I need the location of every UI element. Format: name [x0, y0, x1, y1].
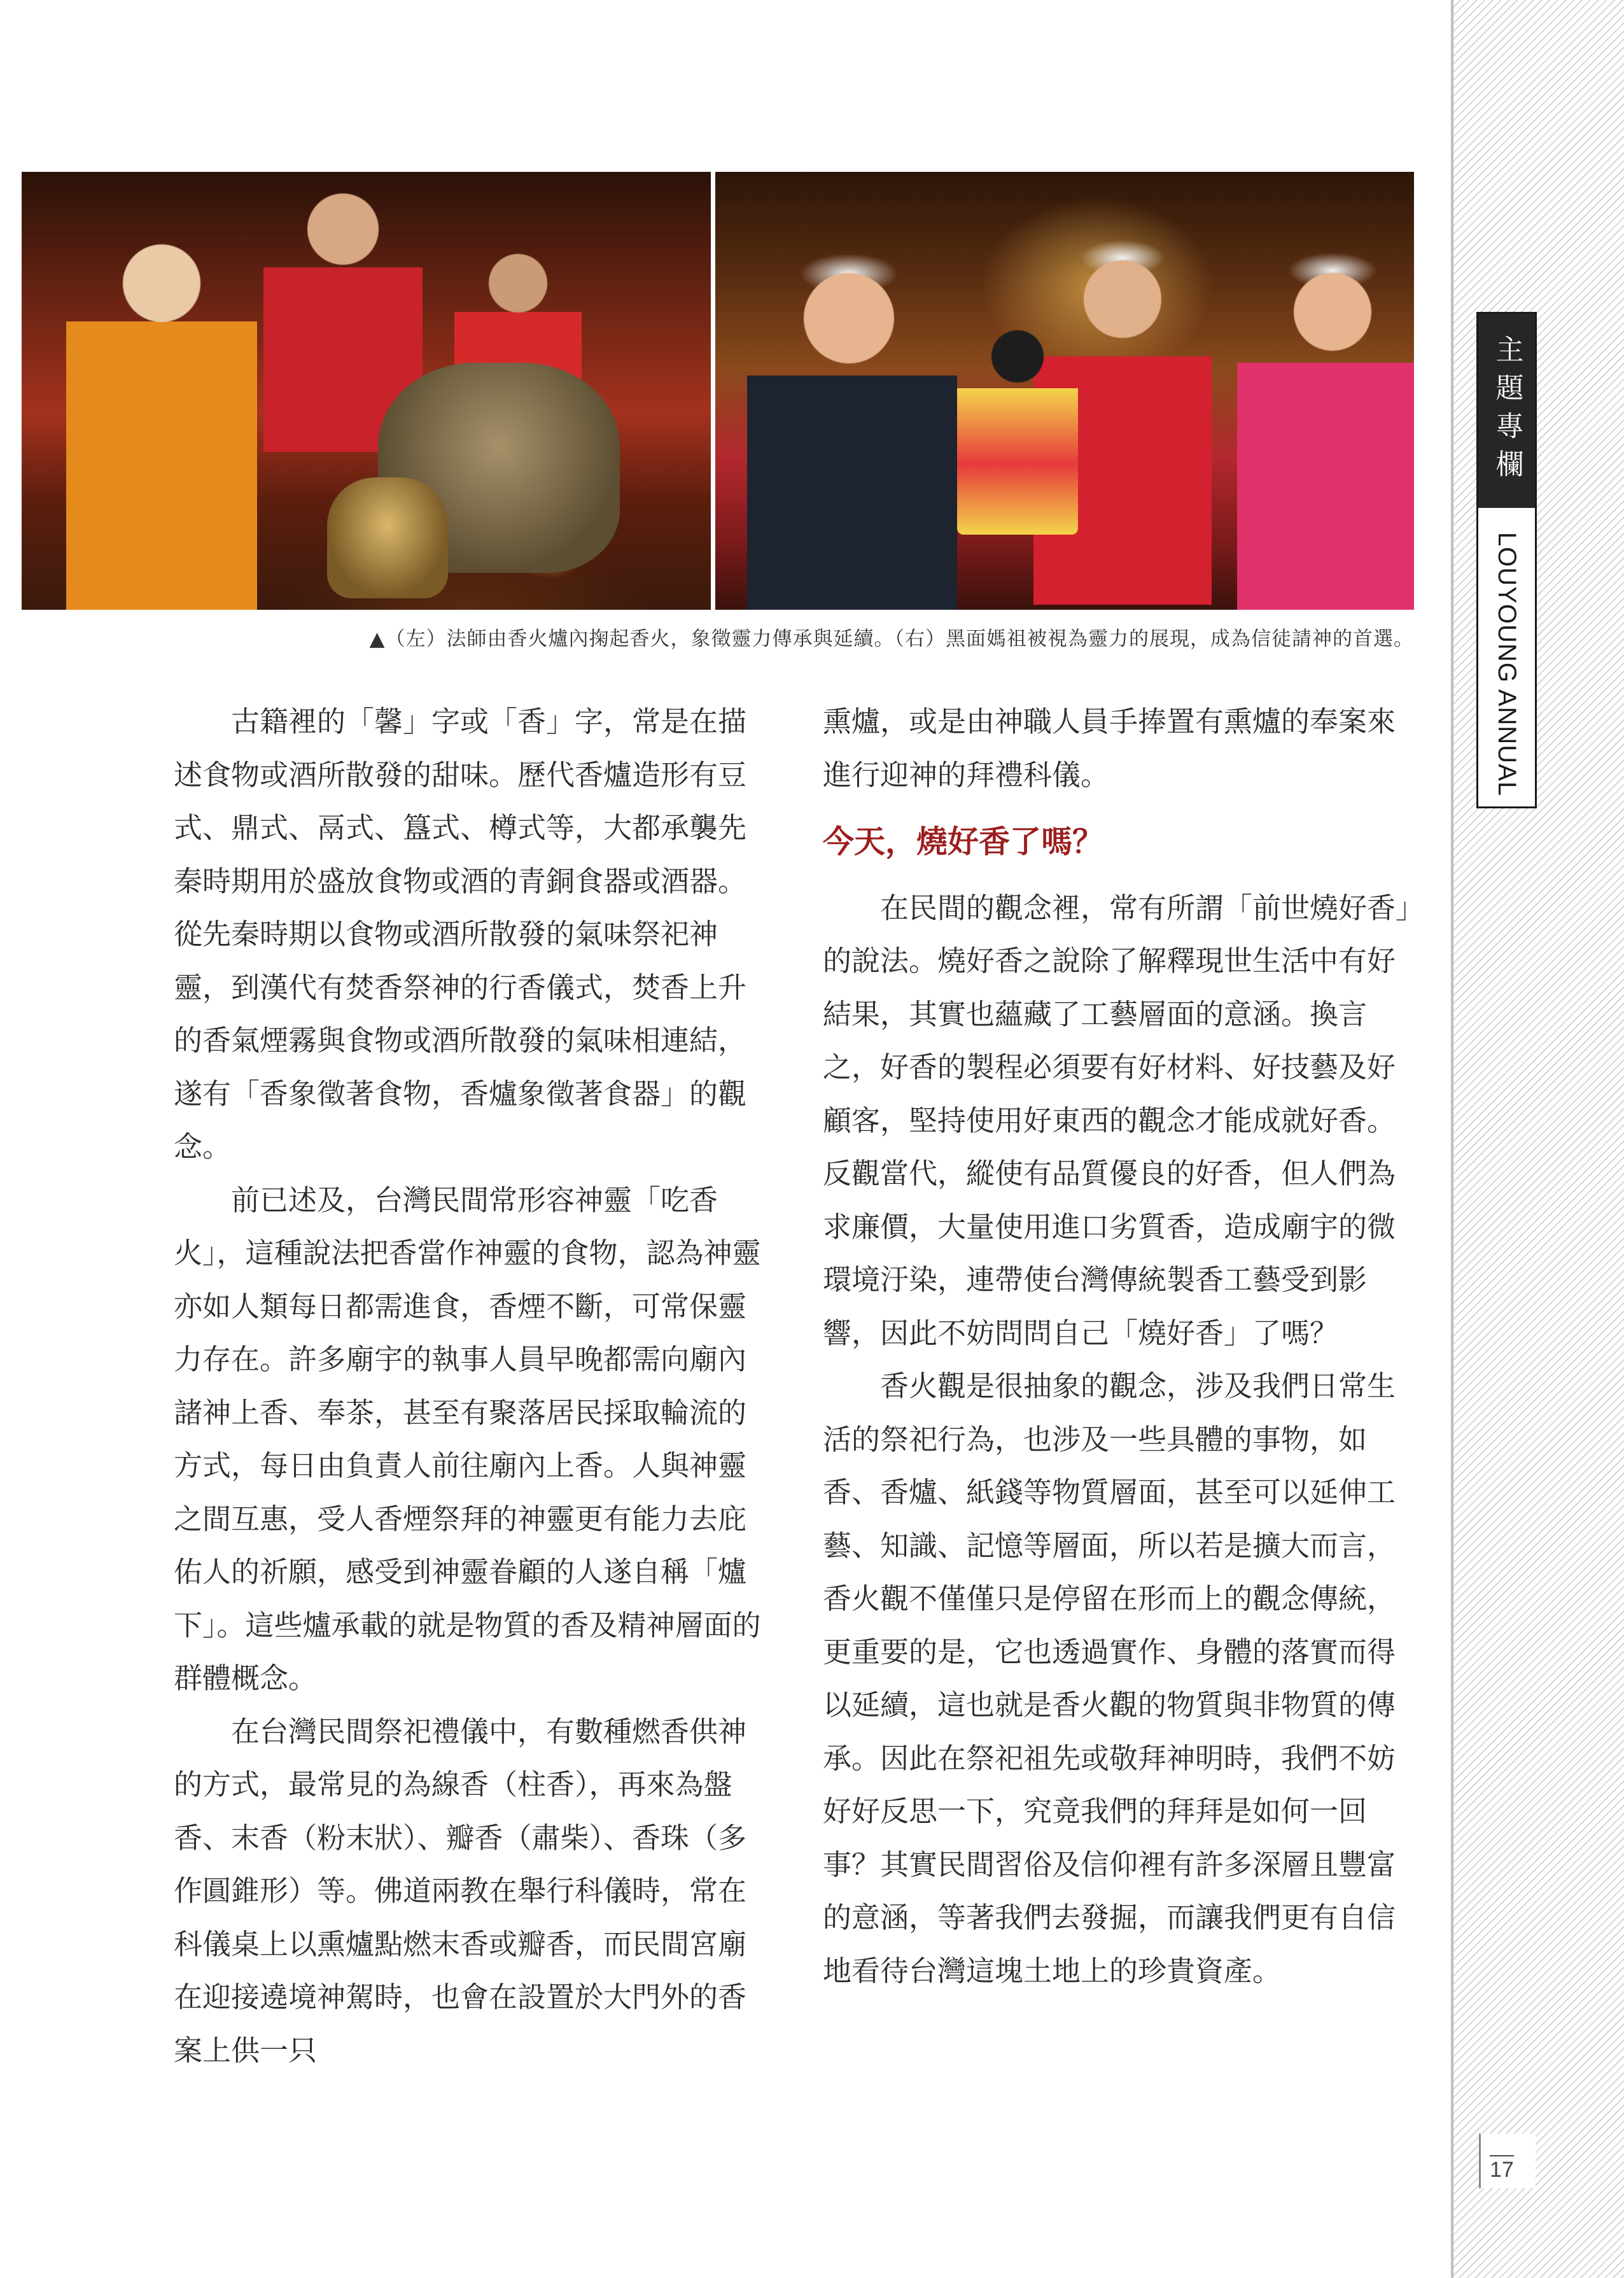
article-paragraph: 古籍裡的「馨」字或「香」字，常是在描述食物或酒所散發的甜味。歷代香爐造形有豆式、鼎式、鬲式、簋式、樽式等，大都承襲先秦時期用於盛放食物或酒的青銅食器或酒器。從先秦時期以食物或酒所散發的氣味祭祀神靈，到漢代有焚香祭神的行香儀式，焚香上升的香氣煙霧與食物或酒所散發的氣味相連結，遂有「香象徵著食物，香爐象徵著食器」的觀念。	[174, 705, 747, 1164]
photo-right-black-face-mazu	[715, 172, 1414, 610]
article-paragraph-continued: 熏爐，或是由神職人員手捧置有熏爐的奉案來進行迎神的拜禮科儀。	[823, 705, 1396, 792]
section-heading: 今天，燒好香了嗎？	[823, 824, 1104, 860]
devotee-left-figure	[747, 229, 957, 610]
article-paragraph: 在民間的觀念裡，常有所謂「前世燒好香」的說法。燒好香之說除了解釋現世生活中有好結果，其實也蘊藏了工藝層面的意涵。換言之，好香的製程必須要有好材料、好技藝及好顧客，堅持使用好東西的觀念才能成就好香。反觀當代，縱使有品質優良的好香，但人們為求廉價，大量使用進口劣質香，造成廟宇的微環境汙染，連帶使台灣傳統製香工藝受到影響，因此不妨問問自己「燒好香」了嗎？	[823, 890, 1410, 1350]
mazu-statue	[957, 299, 1078, 535]
publication-box	[1478, 508, 1535, 808]
column-title: 主題專欄	[1490, 334, 1523, 488]
page-number-box	[1479, 2134, 1536, 2188]
article-paragraph: 香火觀是很抽象的觀念，涉及我們日常生活的祭祀行為，也涉及一些具體的事物，如香、香爐、紙錢等物質層面，甚至可以延伸工藝、知識、記憶等層面，所以若是擴大而言，香火觀不僅僅只是停留在形而上的觀念傳統，更重要的是，它也透過實作、身體的落實而得以延續，這也就是香火觀的物質與非物質的傳承。因此在祭祀祖先或敬拜神明時，我們不妨好好反思一下，究竟我們的拜拜是如何一回事？其實民間習俗及信仰裡有許多深層且豐富的意涵，等著我們去發掘，而讓我們更有自信地看待台灣這塊土地上的珍貴資產。	[823, 1369, 1396, 1988]
publication-name: LOUYOUNG ANNUAL	[1493, 532, 1521, 797]
column-title-box	[1478, 314, 1535, 508]
photo-left-monk-incense-burner	[22, 172, 711, 610]
article-paragraph: 前已述及，台灣民間常形容神靈「吃香火」，這種說法把香當作神靈的食物，認為神靈亦如人類每日都需進食，香煙不斷，可常保靈力存在。許多廟宇的執事人員早晚都需向廟內諸神上香、奉茶，甚至有聚落居民採取輪流的方式，每日由負責人前往廟內上香。人與神靈之間互惠，受人香煙祭拜的神靈更有能力去庇佑人的祈願，感受到神靈眷顧的人遂自稱「爐下」。這些爐承載的就是物質的香及精神層面的群體概念。	[174, 1183, 761, 1695]
article-paragraph: 在台灣民間祭祀禮儀中，有數種燃香供神的方式，最常見的為線香（柱香），再來為盤香、末香（粉末狀）、瓣香（肅柴）、香珠（多作圓錐形）等。佛道兩教在舉行科儀時，常在科儀桌上以熏爐點燃末香或瓣香，而民間宮廟在迎接遶境神駕時，也會在設置於大門外的香案上供一只	[174, 1714, 747, 2067]
incense-pot	[327, 477, 448, 598]
photo-caption: ▲（左）法師由香火爐內掬起香火，象徵靈力傳承與延續。（右）黑面媽祖被視為靈力的展現，成為信徒請神的首選。	[369, 628, 1414, 650]
column-tab	[1476, 312, 1537, 808]
monk-figure	[66, 232, 257, 610]
devotee-right-figure	[1237, 236, 1414, 610]
page-number: 17	[1490, 2155, 1514, 2183]
article-left-column	[174, 695, 766, 2077]
article-right-column	[823, 695, 1415, 1997]
